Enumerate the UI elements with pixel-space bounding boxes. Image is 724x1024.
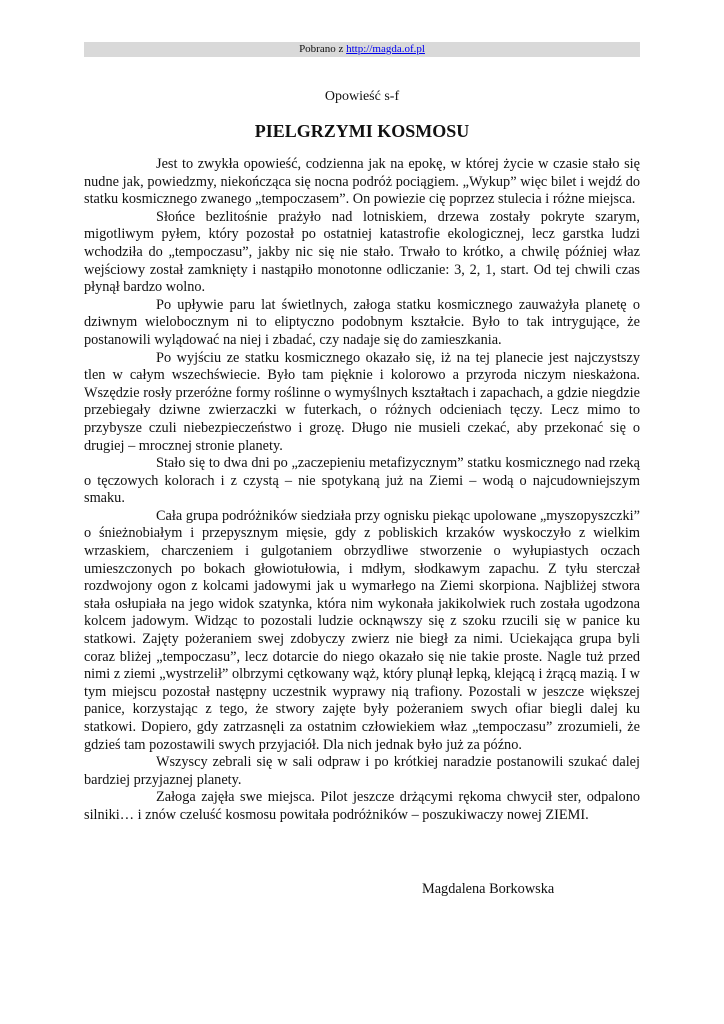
source-link[interactable]: http://magda.of.pl [346, 43, 425, 55]
download-source-prefix: Pobrano z [299, 43, 347, 55]
paragraph: Po wyjściu ze statku kosmicznego okazało się, iż na tej planecie jest najczystszy tlen w całym wszechświecie. Było tam pięknie i kolorowo a przyroda niczym nieskażona. Wszędzie rosły przeróżne formy roślinne o wymyślnych kształtach i zapachach, a gdzie niegdzie przebiegały dziwne zwierzaczki w futerkach, o różnych odcieniach tęczy. Lecz mimo to przybysze czuli niebezpieczeństwo i grozę. Długo nie musieli czekać, aby przekonać się o drugiej – mrocznej stronie planety. [84, 349, 640, 454]
story-title: PIELGRZYMI KOSMOSU [254, 121, 470, 141]
paragraph: Cała grupa podróżników siedziała przy ognisku piekąc upolowane „myszopyszczki” o śnieżnobiałym i przepysznym mięsie, gdy z pobliskich krzaków wyskoczyło z wielkim wrzaskiem, charczeniem i gulgotaniem obrzydliwe stworzenie o wyłupiastych oczach umieszczonych po bokach głowiotułowia, i mdłym, słodkawym zapachu. Z tyłu sterczał rozdwojony ogon z kolcami jadowymi jak u wymarłego na Ziemi skorpiona. Najbliżej stwora stała osłupiała na jego widok szatynka, która nim wykonała jakikolwiek ruch została ugodzona kolcem jadowym. Widząc to pozostali ludzie ocknąwszy się z szoku rzucili się w panice ku statkowi. Zajęty pożeraniem swej zdobyczy zwierz nie biegł za nimi. Uciekająca grupa byli coraz bliżej „tempoczasu”, lecz dotarcie do niego okazało się nie takie proste. Nagle tuż przed nimi z ziemi „wystrzelił” olbrzymi cętkowany wąż, który plunął lepką, klejącą i żrącą mazią. I w tym miejscu pozostał następny uczestnik wyprawy nią trafiony. Pozostali w jeszcze większej panice, korzystając z tego, że stwory zajęte były pożeraniem swych ofiar biegli dalej ku statkowi. Dopiero, gdy zatrzasnęli za ostatnim człowiekiem właz „tempoczasu” zrozumieli, że gdzieś tam pozostawili swych przyjaciół. Dla nich jednak było już za późno. [84, 507, 640, 753]
paragraph: Załoga zajęła swe miejsca. Pilot jeszcze drżącymi rękoma chwycił ster, odpalono silniki… i znów czeluść kosmosu powitała podróżników – poszukiwaczy nowej ZIEMI. [84, 789, 640, 823]
paragraph: Jest to zwykła opowieść, codzienna jak na epokę, w której życie w czasie stało się nudne jak, powiedzmy, niekończąca się nocna podróż pociągiem. „Wykup” więc bilet i wejdź do statku kosmicznego zwanego „tempoczasem”. On powiezie cię poprzez stulecia i różne miejsca. [84, 156, 640, 208]
story-genre: Opowieść s-f [324, 89, 400, 104]
download-source-bar [84, 42, 640, 57]
paragraph: Słońce bezlitośnie prażyło nad lotniskiem, drzewa zostały pokryte szarym, migotliwym pyłem, który pozostał po ostatniej katastrofie ekologicznej, lecz garstka ludzi wchodziła do „tempoczasu”, jakby nic się nie stało. Trwało to krótko, a chwilę później właz wejściowy został zamknięty i nastąpiło monotonne odliczanie: 3, 2, 1, start. Od tej chwili czas płynął bardzo wolno. [84, 208, 640, 296]
paragraph: Wszyscy zebrali się w sali odpraw i po krótkiej naradzie postanowili szukać dalej bardziej przyjaznej planety. [84, 754, 640, 788]
author-signature: Magdalena Borkowska [422, 881, 555, 897]
paragraph: Po upływie paru lat świetlnych, załoga statku kosmicznego zauważyła planetę o dziwnym wielobocznym ni to eliptyczno podobnym kształcie. Było to tak intrygujące, że postanowili wylądować na niej i zbadać, czy nadaje się do zamieszkania. [84, 296, 640, 348]
story-body [84, 156, 640, 825]
paragraph: Stało się to dwa dni po „zaczepieniu metafizycznym” statku kosmicznego nad rzeką o tęczowych kolorach i z czystą – nie spotykaną już na Ziemi – wodą o najcudowniejszym smaku. [84, 455, 640, 507]
